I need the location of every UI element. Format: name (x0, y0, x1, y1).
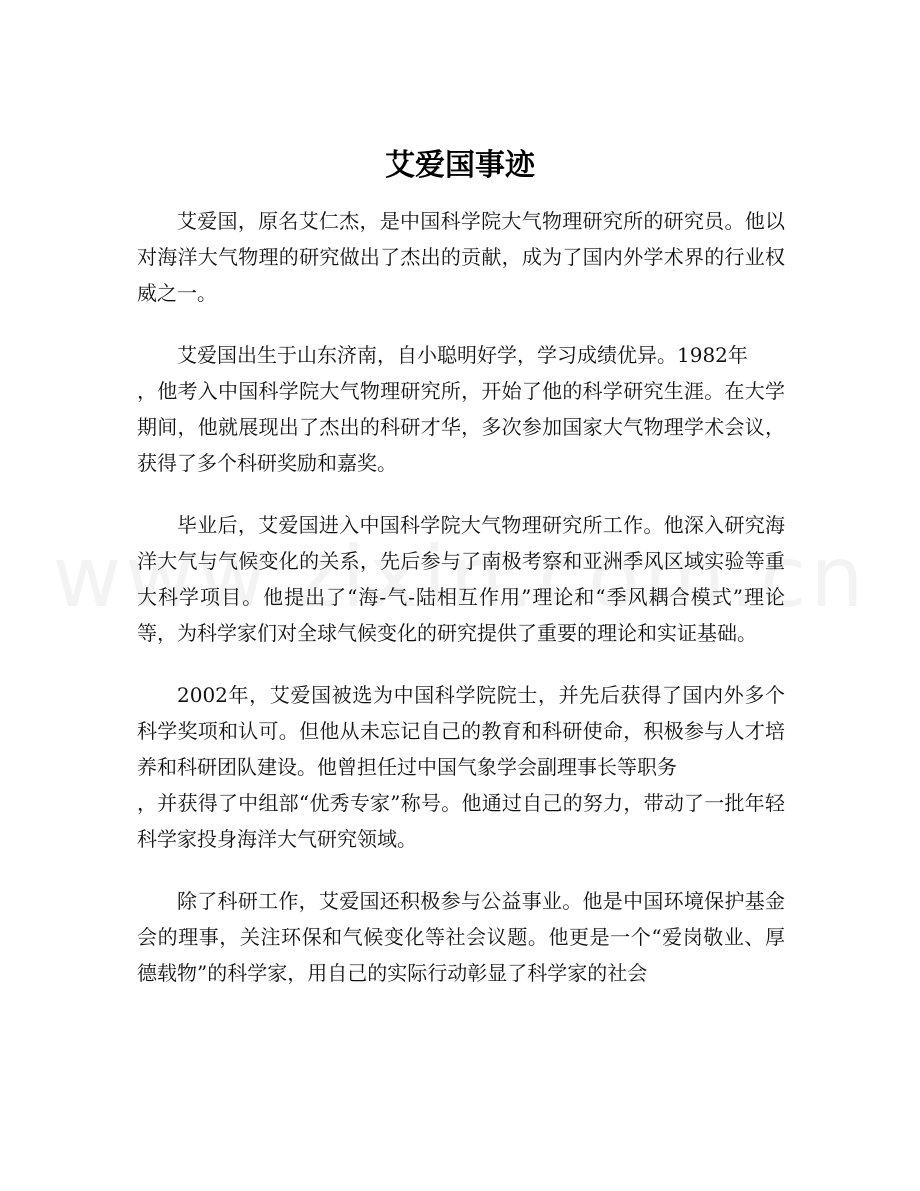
paragraph-1: 艾爱国，原名艾仁杰，是中国科学院大气物理研究所的研究员。他以对海洋大气物理的研究做出了杰出的贡献，成为了国内外学术界的行业权威之一。 (137, 209, 785, 305)
document-body (137, 203, 785, 1017)
paragraph-5: 除了科研工作，艾爱国还积极参与公益事业。他是中国环境保护基金会的理事，关注环保和气候变化等社会议题。他更是一个“爱岗敬业、厚德载物”的科学家，用自己的实际行动彰显了科学家的社会 (137, 889, 785, 985)
paragraph-4: 2002年，艾爱国被选为中国科学院院士，并先后获得了国内外多个科学奖项和认可。但他从未忘记自己的教育和科研使命，积极参与人才培养和科研团队建设。他曾担任过中国气象学会副理事长等职务 ，并获得了中组部“优秀专家”称号。他通过自己的努力，带动了一批年轻科学家投身海洋大气研究领域。 (137, 683, 785, 851)
paragraph-2: 艾爱国出生于山东济南，自小聪明好学，学习成绩优异。1982年 ，他考入中国科学院大气物理研究所，开始了他的科学研究生涯。在大学期间，他就展现出了杰出的科研才华，多次参加国家大气物理学术会议，获得了多个科研奖励和嘉奖。 (137, 343, 785, 475)
page-title: 艾爱国事迹 (385, 148, 535, 183)
paragraph-3: 毕业后，艾爱国进入中国科学院大气物理研究所工作。他深入研究海洋大气与气候变化的关系，先后参与了南极考察和亚洲季风区域实验等重大科学项目。他提出了“海-气-陆相互作用”理论和“季风耦合模式”理论等，为科学家们对全球气候变化的研究提供了重要的理论和实证基础。 (137, 513, 785, 645)
